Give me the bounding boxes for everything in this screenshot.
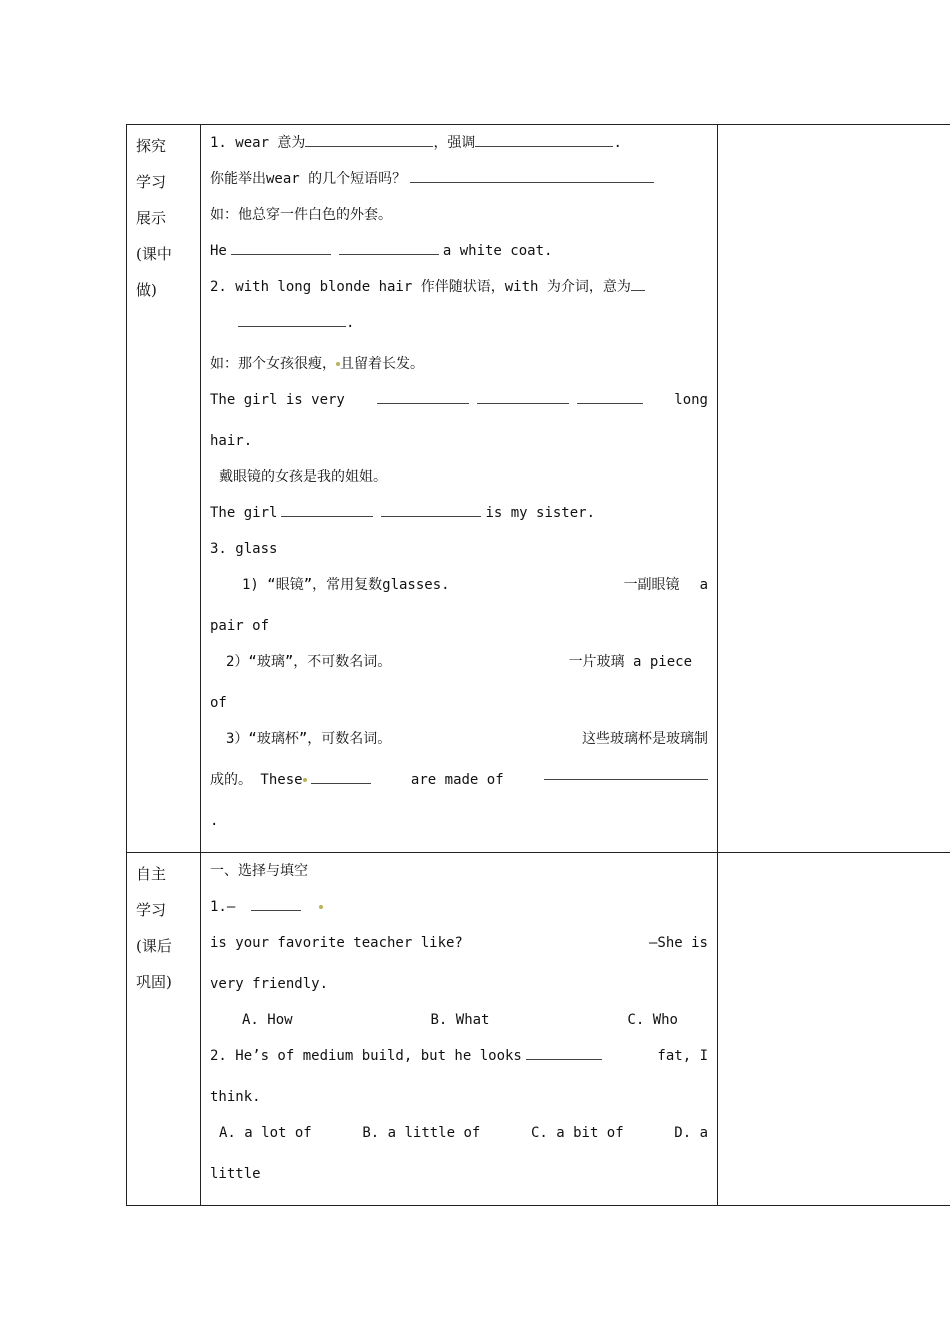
example-line: 如：他总穿一件白色的外套。	[210, 207, 392, 223]
side-label-line: 展示	[136, 209, 167, 227]
fill-blank[interactable]	[305, 132, 433, 147]
fill-blank[interactable]	[410, 168, 654, 183]
option-c[interactable]: C. Who	[627, 1012, 678, 1028]
fill-blank[interactable]	[377, 389, 469, 404]
continuation-line: think.	[210, 1089, 261, 1105]
side-label-line: 巩固)	[136, 973, 172, 991]
continuation-line: of	[210, 695, 227, 711]
side-label-line: 自主	[136, 865, 167, 883]
fill-blank[interactable]	[477, 389, 569, 404]
question-line: 1.—	[210, 892, 708, 928]
fill-blank[interactable]	[339, 240, 439, 255]
mark-dot	[303, 778, 307, 782]
side-label-line: 学习	[136, 173, 167, 191]
example-sentence-line: The girl is my sister.	[210, 498, 708, 534]
example-line: 如：那个女孩很瘦， 且留着长发。	[210, 356, 424, 372]
mark-dot	[319, 905, 323, 909]
section-explore-content	[201, 125, 718, 853]
with-hair-line: 2. with long blonde hair 作伴随状语，with 为介词，意为	[210, 272, 708, 308]
fill-blank[interactable]	[544, 765, 708, 780]
fill-blank[interactable]	[526, 1045, 602, 1060]
section-explore-label	[127, 125, 201, 853]
glass-countable-line: 3）“玻璃杯”，可数名词。 这些玻璃杯是玻璃制	[226, 731, 708, 747]
option-a[interactable]: A. How	[242, 1012, 293, 1028]
wear-phrases-line: 你能举出wear 的几个短语吗？	[210, 164, 708, 200]
wear-meaning-line: 1. wear 意为 ，强调 .	[210, 128, 708, 164]
period-line: .	[210, 813, 219, 829]
with-hair-blank-line: .	[210, 308, 708, 349]
notes-column	[718, 853, 950, 1206]
option-b[interactable]: B. What	[430, 1012, 490, 1028]
fill-blank[interactable]	[577, 389, 643, 404]
fill-blank[interactable]	[311, 769, 371, 784]
example-sentence-line: He a white coat.	[210, 236, 708, 272]
glass-uncountable-line: 2）“玻璃”，不可数名词。 一片玻璃 a piece	[226, 654, 692, 670]
options-line	[210, 1118, 708, 1159]
exercise-heading: 一、选择与填空	[210, 863, 308, 879]
fill-blank[interactable]	[238, 312, 346, 327]
continuation-line: very friendly.	[210, 976, 329, 992]
option-d[interactable]: D. a	[674, 1125, 708, 1141]
option-b[interactable]: B. a little of	[362, 1125, 481, 1141]
question-line: is your favorite teacher like? —She is	[210, 935, 708, 951]
section-practice-label	[127, 853, 201, 1206]
continuation-line: hair.	[210, 433, 253, 449]
fill-blank[interactable]	[381, 502, 481, 517]
fill-blank[interactable]	[631, 276, 645, 291]
worksheet-table	[126, 124, 950, 1206]
glass-heading-line: 3. glass	[210, 541, 278, 557]
side-label-line: (课后	[136, 937, 172, 955]
fill-blank[interactable]	[231, 240, 331, 255]
example-line: 戴眼镜的女孩是我的姐姐。	[219, 469, 387, 485]
side-label-line: 做)	[136, 281, 157, 299]
section-practice-row	[127, 853, 950, 1206]
section-practice-content	[201, 853, 718, 1206]
section-explore-row	[127, 125, 950, 853]
fill-blank[interactable]	[281, 502, 373, 517]
example-sentence-line: 成的。 These are made of	[210, 765, 708, 806]
continuation-line: little	[210, 1166, 261, 1182]
glasses-line: 1) “眼镜”，常用复数glasses. 一副眼镜 a	[242, 577, 708, 593]
side-label-line: 学习	[136, 901, 167, 919]
fill-blank[interactable]	[475, 132, 613, 147]
fill-blank[interactable]	[251, 896, 301, 911]
question-line: 2. He’s of medium build, but he looks fat, I	[210, 1041, 708, 1082]
option-c[interactable]: C. a bit of	[530, 1125, 624, 1141]
option-a[interactable]: A. a lot of	[219, 1125, 312, 1141]
side-label-line: (课中	[136, 245, 172, 263]
options-line	[210, 1005, 708, 1041]
continuation-line: pair of	[210, 618, 270, 634]
notes-column	[718, 125, 950, 853]
side-label-line: 探究	[136, 137, 167, 155]
example-sentence-line: The girl is very long	[210, 385, 708, 426]
